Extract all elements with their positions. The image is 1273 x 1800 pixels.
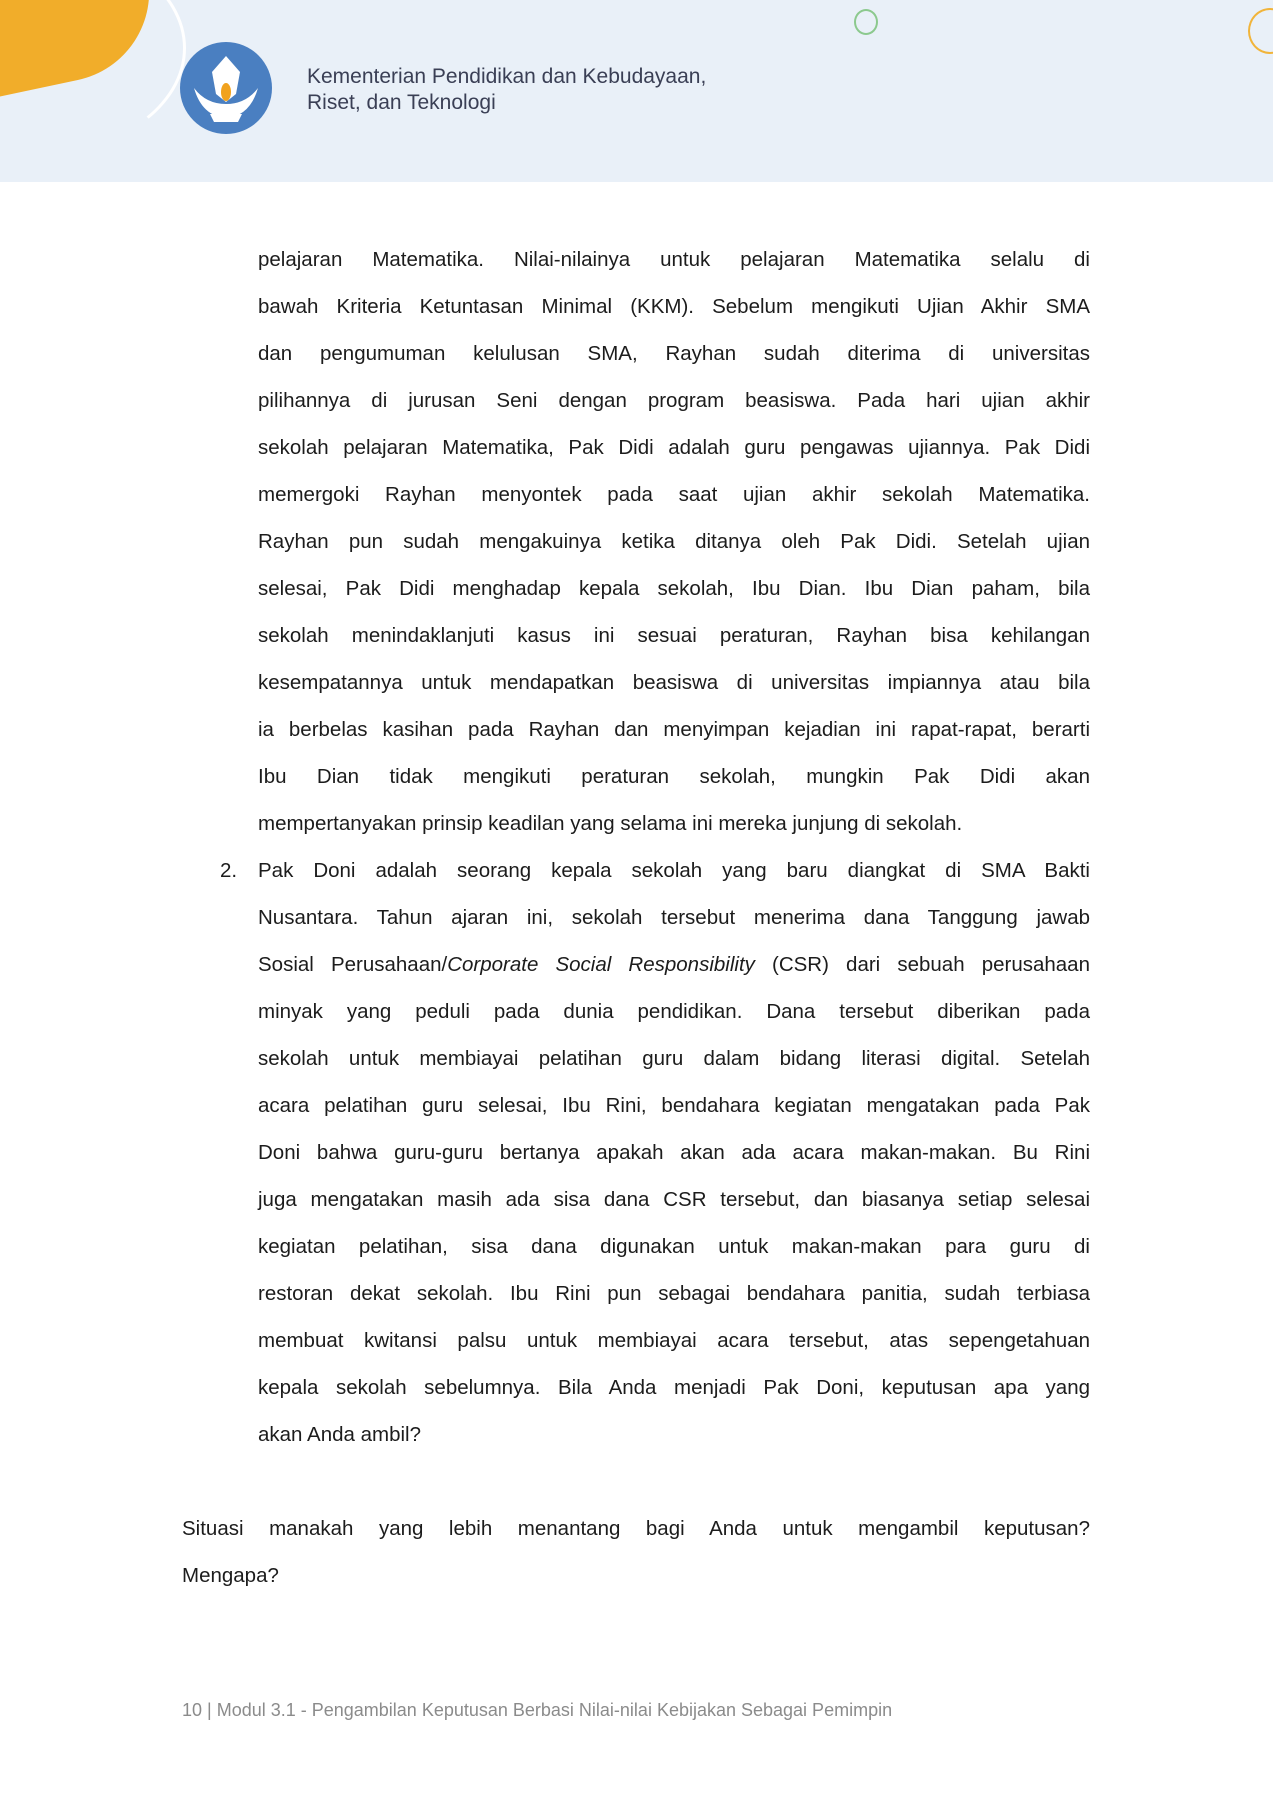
closing-question: Mengapa?	[182, 1564, 279, 1587]
text-line: ia berbelas kasihan pada Rayhan dan menyimpan kejadian ini rapat-rapat, berarti	[258, 718, 1090, 741]
decorative-swirl	[0, 0, 186, 156]
text-line: pelajaran Matematika. Nilai-nilainya untuk pelajaran Matematika selalu di	[258, 248, 1090, 271]
text-line: juga mengatakan masih ada sisa dana CSR tersebut, dan biasanya setiap selesai	[258, 1188, 1090, 1211]
text-line: kesempatannya untuk mendapatkan beasiswa di universitas impiannya atau bila	[258, 671, 1090, 694]
tut-wuri-handayani-logo	[180, 42, 272, 134]
list-number: 2.	[220, 859, 238, 882]
text-span: Sosial Perusahaan/	[258, 953, 448, 976]
text-line: akan Anda ambil?	[258, 1423, 421, 1446]
text-line: memergoki Rayhan menyontek pada saat ujian akhir sekolah Matematika.	[258, 483, 1090, 506]
text-line: kepala sekolah sebelumnya. Bila Anda menjadi Pak Doni, keputusan apa yang	[258, 1376, 1090, 1399]
ministry-name	[307, 64, 706, 116]
text-line: sekolah pelajaran Matematika, Pak Didi adalah guru pengawas ujiannya. Pak Didi	[258, 436, 1090, 459]
text-line: sekolah untuk membiayai pelatihan guru dalam bidang literasi digital. Setelah	[258, 1047, 1090, 1070]
text-line: sekolah menindaklanjuti kasus ini sesuai peraturan, Rayhan bisa kehilangan	[258, 624, 1090, 647]
text-line: Doni bahwa guru-guru bertanya apakah akan ada acara makan-makan. Bu Rini	[258, 1141, 1090, 1164]
ministry-name-line1: Kementerian Pendidikan dan Kebudayaan,	[307, 65, 707, 88]
text-line: dan pengumuman kelulusan SMA, Rayhan sudah diterima di universitas	[258, 342, 1090, 365]
closing-question: Situasi manakah yang lebih menantang bagi Anda untuk mengambil keputusan?	[182, 1517, 1090, 1540]
text-line	[258, 950, 1090, 980]
text-line: kegiatan pelatihan, sisa dana digunakan untuk makan-makan para guru di	[258, 1235, 1090, 1258]
text-line: Rayhan pun sudah mengakuinya ketika ditanya oleh Pak Didi. Setelah ujian	[258, 530, 1090, 553]
text-line: minyak yang peduli pada dunia pendidikan. Dana tersebut diberikan pada	[258, 1000, 1090, 1023]
text-line: Ibu Dian tidak mengikuti peraturan sekolah, mungkin Pak Didi akan	[258, 765, 1090, 788]
text-line: acara pelatihan guru selesai, Ibu Rini, bendahara kegiatan mengatakan pada Pak	[258, 1094, 1090, 1117]
text-line: membuat kwitansi palsu untuk membiayai acara tersebut, atas sepengetahuan	[258, 1329, 1090, 1352]
decorative-ring-icon	[854, 9, 878, 35]
page-footer: 10 | Modul 3.1 - Pengambilan Keputusan Berbasi Nilai-nilai Kebijakan Sebagai Pemimpin	[182, 1700, 893, 1720]
text-line: Nusantara. Tahun ajaran ini, sekolah tersebut menerima dana Tanggung jawab	[258, 906, 1090, 929]
text-line: selesai, Pak Didi menghadap kepala sekolah, Ibu Dian. Ibu Dian paham, bila	[258, 577, 1090, 600]
page-header	[0, 0, 1273, 182]
decorative-ring-icon	[1248, 8, 1273, 54]
text-line: restoran dekat sekolah. Ibu Rini pun sebagai bendahara panitia, sudah terbiasa	[258, 1282, 1090, 1305]
text-line: pilihannya di jurusan Seni dengan program beasiswa. Pada hari ujian akhir	[258, 389, 1090, 412]
italic-term: Corporate Social Responsibility	[447, 953, 755, 976]
text-line: Pak Doni adalah seorang kepala sekolah yang baru diangkat di SMA Bakti	[258, 859, 1090, 882]
text-span: (CSR) dari sebuah perusahaan	[754, 953, 1090, 976]
ministry-name-line2: Riset, dan Teknologi	[307, 91, 496, 114]
text-line: mempertanyakan prinsip keadilan yang selama ini mereka junjung di sekolah.	[258, 812, 963, 835]
text-line: bawah Kriteria Ketuntasan Minimal (KKM). Sebelum mengikuti Ujian Akhir SMA	[258, 295, 1090, 318]
